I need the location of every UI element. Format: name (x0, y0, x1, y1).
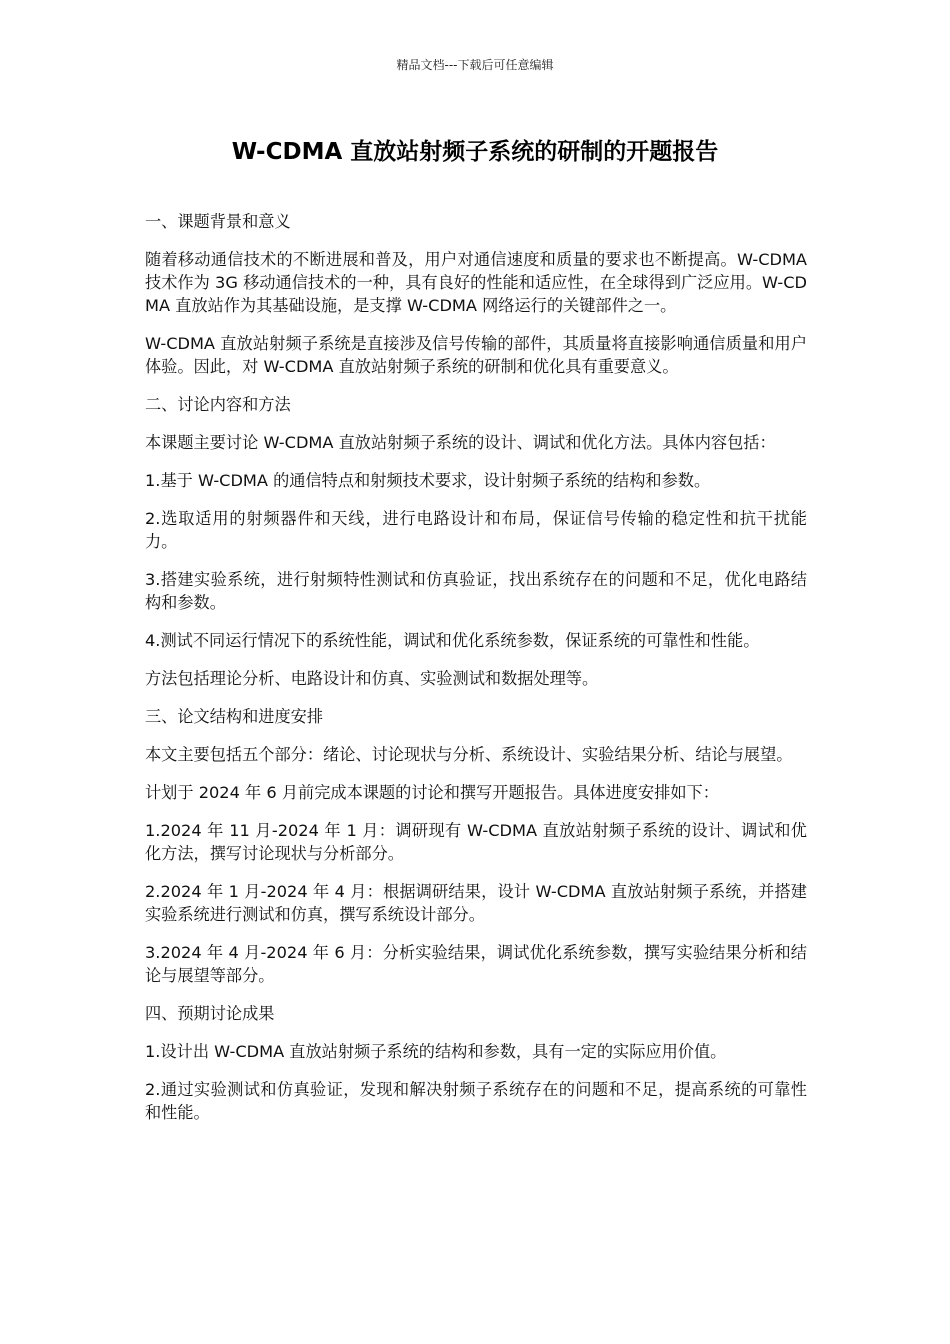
list-item: 1.基于 W-CDMA 的通信特点和射频技术要求，设计射频子系统的结构和参数。 (145, 471, 711, 490)
page-header-note: 精品文档---下载后可任意编辑 (396, 58, 554, 72)
list-item: 2.通过实验测试和仿真验证，发现和解决射频子系统存在的问题和不足，提高系统的可靠性和性能。 (145, 1080, 807, 1122)
list-item: 3.搭建实验系统，进行射频特性测试和仿真验证，找出系统存在的问题和不足，优化电路结构和参数。 (145, 570, 807, 612)
list-item: 4.测试不同运行情况下的系统性能，调试和优化系统参数，保证系统的可靠性和性能。 (145, 631, 760, 650)
section-heading-content-method: 二、讨论内容和方法 (145, 395, 291, 414)
list-item: 3.2024 年 4 月-2024 年 6 月：分析实验结果，调试优化系统参数，撰写实验结果分析和结论与展望等部分。 (145, 943, 807, 985)
body-paragraph: 本文主要包括五个部分：绪论、讨论现状与分析、系统设计、实验结果分析、结论与展望。 (145, 745, 793, 764)
list-item: 1.设计出 W-CDMA 直放站射频子系统的结构和参数，具有一定的实际应用价值。 (145, 1042, 727, 1061)
body-paragraph: 计划于 2024 年 6 月前完成本课题的讨论和撰写开题报告。具体进度安排如下： (145, 783, 719, 802)
body-paragraph: 随着移动通信技术的不断进展和普及，用户对通信速度和质量的要求也不断提高。W-CDMA 技术作为 3G 移动通信技术的一种，具有良好的性能和适应性，在全球得到广泛应用。W-CDMA 直放站作为其基础设施，是支撑 W-CDMA 网络运行的关键部件之一。 (145, 250, 807, 315)
body-paragraph: W-CDMA 直放站射频子系统是直接涉及信号传输的部件，其质量将直接影响通信质量和用户体验。因此，对 W-CDMA 直放站射频子系统的研制和优化具有重要意义。 (145, 334, 807, 376)
section-heading-background: 一、课题背景和意义 (145, 212, 291, 231)
list-item: 2.2024 年 1 月-2024 年 4 月：根据调研结果，设计 W-CDMA 直放站射频子系统，并搭建实验系统进行测试和仿真，撰写系统设计部分。 (145, 882, 807, 924)
document-body (145, 210, 807, 1139)
document-title: W-CDMA 直放站射频子系统的研制的开题报告 (231, 139, 719, 165)
list-item: 1.2024 年 11 月-2024 年 1 月：调研现有 W-CDMA 直放站射频子系统的设计、调试和优化方法，撰写讨论现状与分析部分。 (145, 821, 807, 863)
list-item: 2.选取适用的射频器件和天线，进行电路设计和布局，保证信号传输的稳定性和抗干扰能力。 (145, 509, 807, 551)
body-paragraph: 本课题主要讨论 W-CDMA 直放站射频子系统的设计、调试和优化方法。具体内容包括： (145, 433, 776, 452)
body-paragraph: 方法包括理论分析、电路设计和仿真、实验测试和数据处理等。 (145, 669, 599, 688)
section-heading-structure-schedule: 三、论文结构和进度安排 (145, 707, 324, 726)
section-heading-expected-results: 四、预期讨论成果 (145, 1004, 275, 1023)
